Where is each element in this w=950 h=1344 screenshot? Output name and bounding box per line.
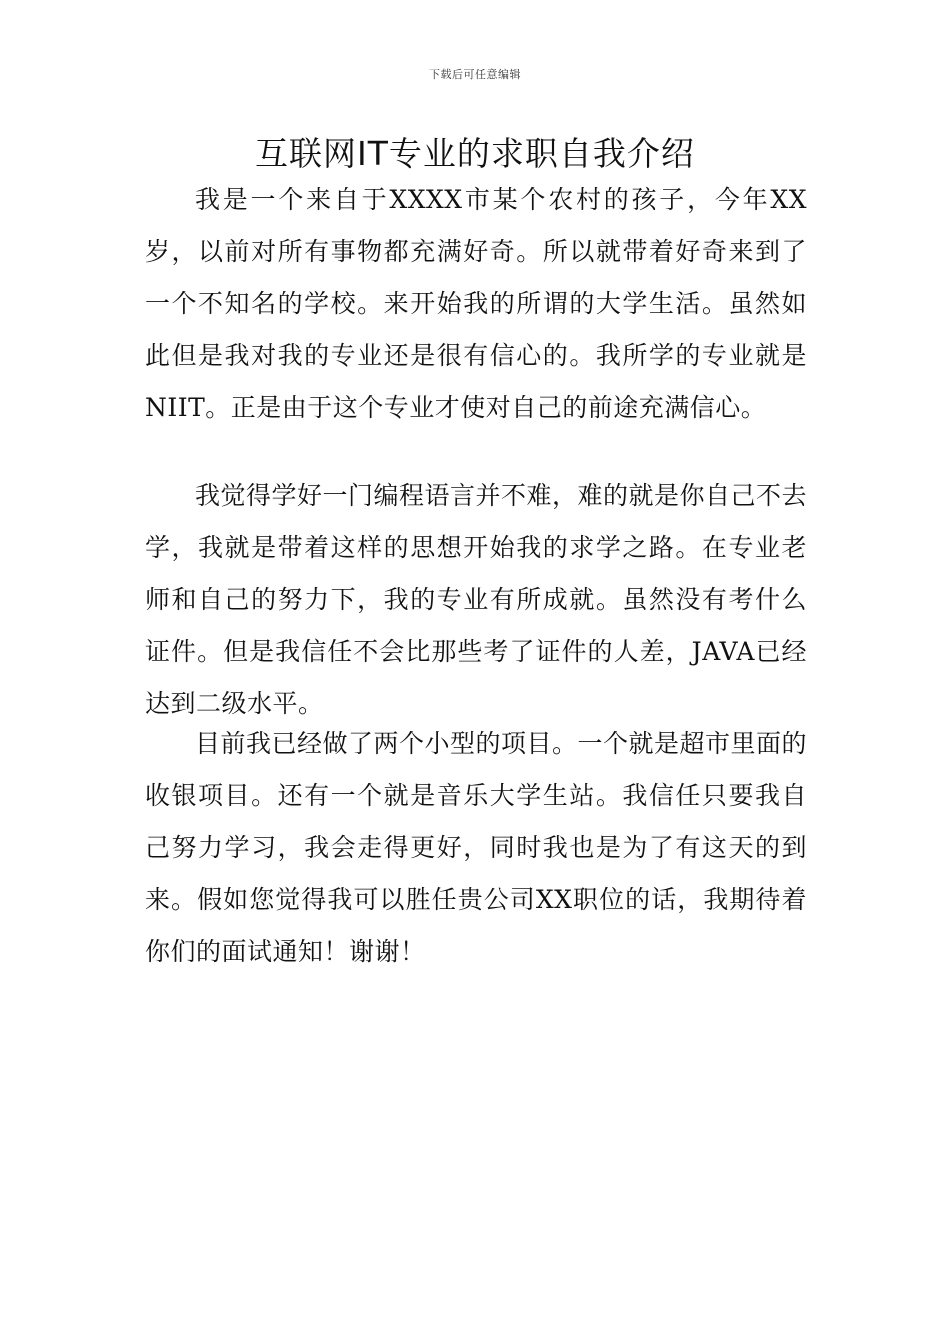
document-title: 互联网IT专业的求职自我介绍	[255, 134, 695, 173]
header-note: 下载后可任意编辑	[429, 68, 521, 81]
paragraph-3: 目前我已经做了两个小型的项目。一个就是超市里面的收银项目。还有一个就是音乐大学生站。我信任只要我自己努力学习，我会走得更好，同时我也是为了有这天的到来。假如您觉得我可以胜任贵公司XX职位的话，我期待着你们的面试通知！谢谢！	[145, 729, 808, 966]
paragraph-2: 我觉得学好一门编程语言并不难，难的就是你自己不去学，我就是带着这样的思想开始我的求学之路。在专业老师和自己的努力下，我的专业有所成就。虽然没有考什么证件。但是我信任不会比那些考了证件的人差，JAVA已经达到二级水平。	[145, 481, 808, 718]
paragraph-1: 我是一个来自于XXXX市某个农村的孩子，今年XX岁，以前对所有事物都充满好奇。所以就带着好奇来到了一个不知名的学校。来开始我的所谓的大学生活。虽然如此但是我对我的专业还是很有信心的。我所学的专业就是NIIT。正是由于这个专业才使对自己的前途充满信心。	[145, 185, 807, 422]
